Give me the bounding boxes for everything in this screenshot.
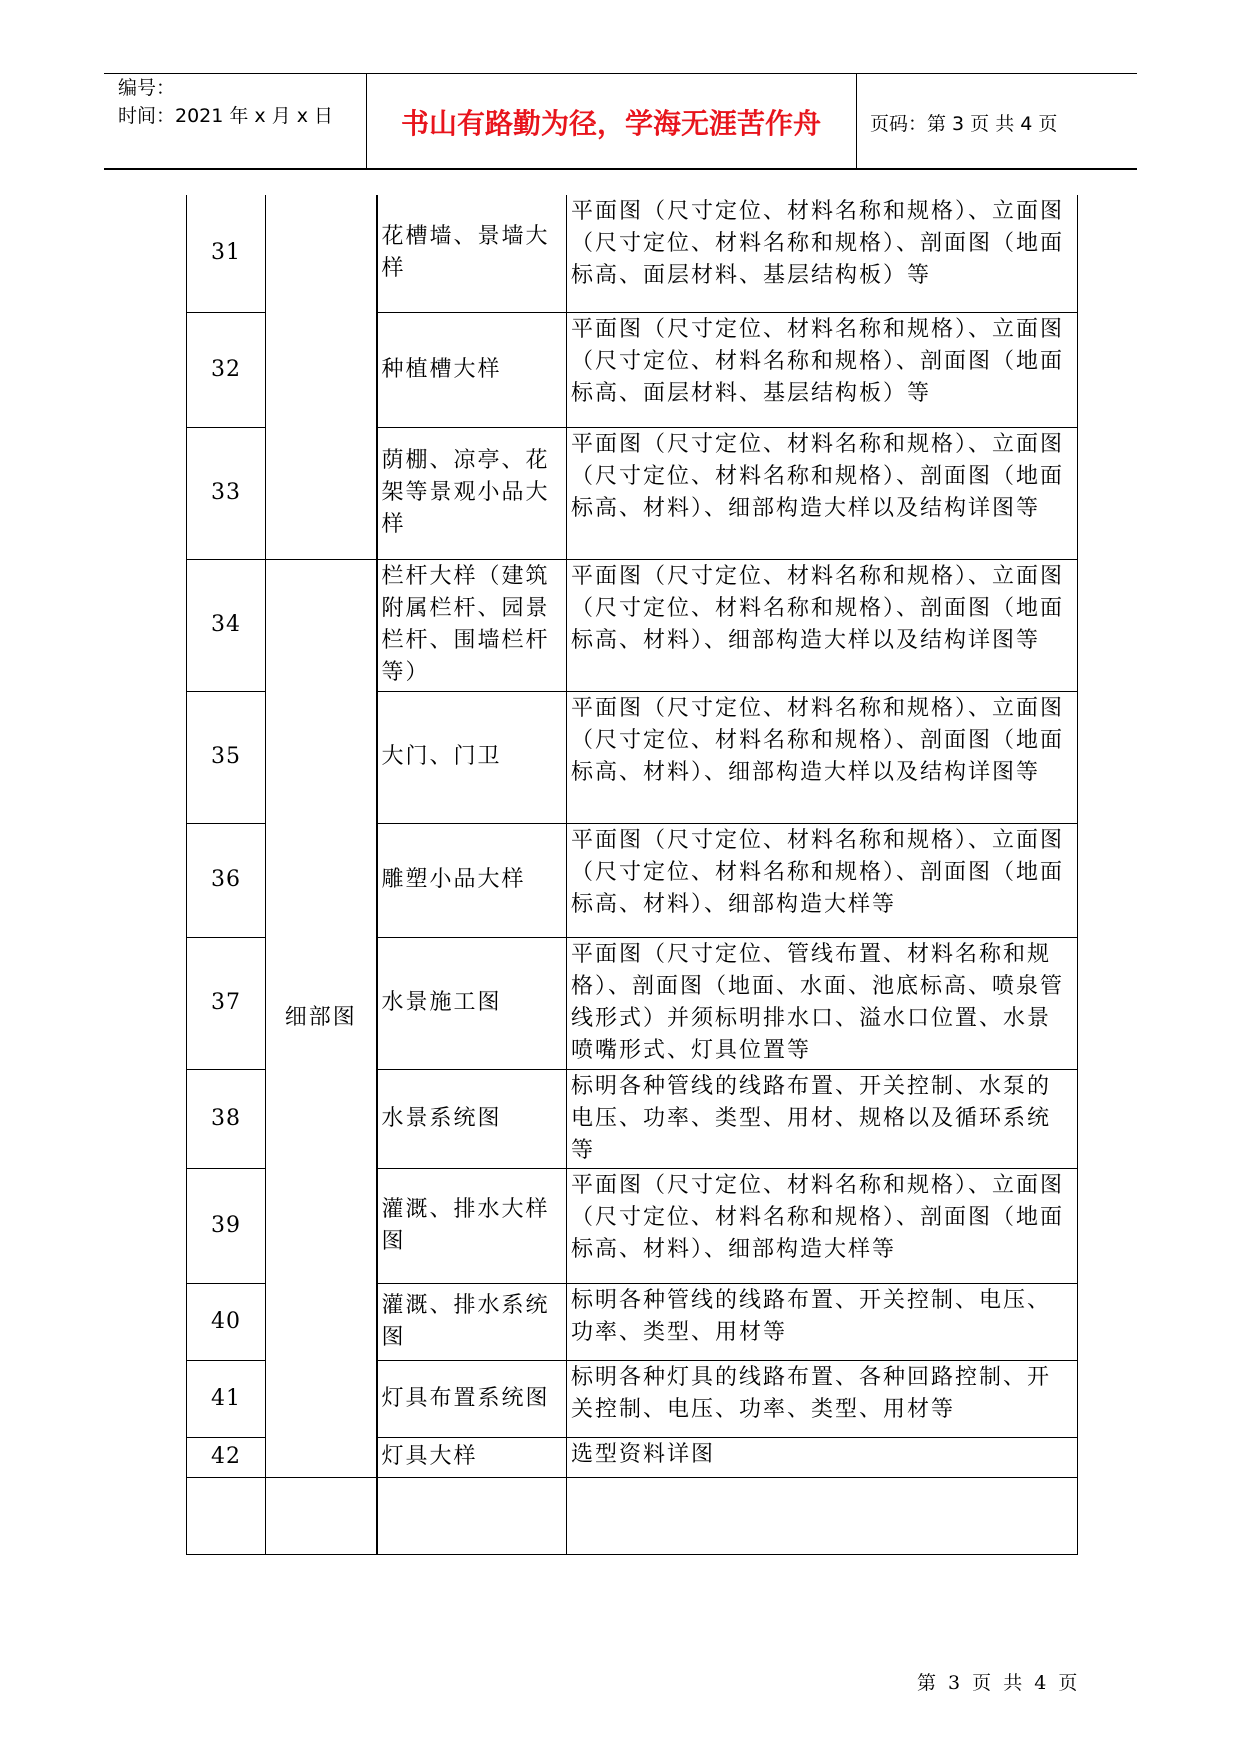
item-description: 选型资料详图 bbox=[567, 1437, 1078, 1477]
header-motto: 书山有路勤为径，学海无涯苦作舟 bbox=[400, 107, 821, 140]
item-name: 水景系统图 bbox=[377, 1069, 567, 1168]
item-description: 平面图（尺寸定位、材料名称和规格）、立面图（尺寸定位、材料名称和规格）、剖面图（地面标高、材料）、细部构造大样以及结构详图等 bbox=[567, 427, 1078, 559]
item-description: 标明各种灯具的线路布置、各种回路控制、开关控制、电压、功率、类型、用材等 bbox=[567, 1360, 1078, 1437]
header-meta bbox=[118, 74, 378, 130]
row-number: 34 bbox=[187, 559, 266, 691]
empty-cell bbox=[377, 1477, 567, 1554]
item-description: 平面图（尺寸定位、管线布置、材料名称和规格）、剖面图（地面、水面、池底标高、喷泉管线形式）并须标明排水口、溢水口位置、水景喷嘴形式、灯具位置等 bbox=[567, 937, 1078, 1069]
empty-cell bbox=[187, 1477, 266, 1554]
row-number: 38 bbox=[187, 1069, 266, 1168]
item-name: 水景施工图 bbox=[377, 937, 567, 1069]
empty-cell bbox=[567, 1477, 1078, 1554]
category-cell: 细部图 bbox=[266, 559, 377, 1477]
item-name: 花槽墙、景墙大样 bbox=[377, 195, 567, 312]
item-name: 栏杆大样（建筑附属栏杆、园景栏杆、围墙栏杆等） bbox=[377, 559, 567, 691]
table-row bbox=[187, 559, 1078, 691]
item-name: 雕塑小品大样 bbox=[377, 823, 567, 937]
item-description: 平面图（尺寸定位、材料名称和规格）、立面图（尺寸定位、材料名称和规格）、剖面图（地面标高、材料）、细部构造大样以及结构详图等 bbox=[567, 691, 1078, 823]
table-row-empty bbox=[187, 1477, 1078, 1554]
item-name: 灌溉、排水大样图 bbox=[377, 1168, 567, 1283]
header-page-label: 页码：第 3 页 共 4 页 bbox=[870, 112, 1058, 135]
item-name: 种植槽大样 bbox=[377, 312, 567, 427]
row-number: 37 bbox=[187, 937, 266, 1069]
empty-cell bbox=[266, 1477, 377, 1554]
row-number: 35 bbox=[187, 691, 266, 823]
drawing-list-table bbox=[186, 195, 1078, 1555]
item-name: 灯具大样 bbox=[377, 1437, 567, 1477]
item-name: 灯具布置系统图 bbox=[377, 1360, 567, 1437]
item-description: 标明各种管线的线路布置、开关控制、水泵的电压、功率、类型、用材、规格以及循环系统等 bbox=[567, 1069, 1078, 1168]
item-description: 平面图（尺寸定位、材料名称和规格）、立面图（尺寸定位、材料名称和规格）、剖面图（地面标高、材料）、细部构造大样等 bbox=[567, 823, 1078, 937]
page-footer: 第 3 页 共 4 页 bbox=[917, 1672, 1081, 1694]
category-cell-empty bbox=[266, 195, 377, 559]
row-number: 42 bbox=[187, 1437, 266, 1477]
item-name: 大门、门卫 bbox=[377, 691, 567, 823]
row-number: 31 bbox=[187, 195, 266, 312]
item-name: 荫棚、凉亭、花架等景观小品大样 bbox=[377, 427, 567, 559]
item-description: 平面图（尺寸定位、材料名称和规格）、立面图（尺寸定位、材料名称和规格）、剖面图（地面标高、材料）、细部构造大样以及结构详图等 bbox=[567, 559, 1078, 691]
item-description: 平面图（尺寸定位、材料名称和规格）、立面图（尺寸定位、材料名称和规格）、剖面图（地面标高、面层材料、基层结构板）等 bbox=[567, 195, 1078, 312]
row-number: 32 bbox=[187, 312, 266, 427]
item-description: 平面图（尺寸定位、材料名称和规格）、立面图（尺寸定位、材料名称和规格）、剖面图（地面标高、面层材料、基层结构板）等 bbox=[567, 312, 1078, 427]
row-number: 40 bbox=[187, 1283, 266, 1360]
item-description: 标明各种管线的线路布置、开关控制、电压、功率、类型、用材等 bbox=[567, 1283, 1078, 1360]
header-bottom-rule bbox=[104, 168, 1137, 170]
time-label: 时间：2021 年 x 月 x 日 bbox=[118, 105, 334, 127]
row-number: 41 bbox=[187, 1360, 266, 1437]
serial-label: 编号： bbox=[118, 77, 176, 99]
row-number: 39 bbox=[187, 1168, 266, 1283]
page-header bbox=[104, 74, 1137, 170]
row-number: 36 bbox=[187, 823, 266, 937]
item-description: 平面图（尺寸定位、材料名称和规格）、立面图（尺寸定位、材料名称和规格）、剖面图（地面标高、材料）、细部构造大样等 bbox=[567, 1168, 1078, 1283]
header-divider bbox=[856, 74, 857, 170]
item-name: 灌溉、排水系统图 bbox=[377, 1283, 567, 1360]
table-row bbox=[187, 195, 1078, 312]
row-number: 33 bbox=[187, 427, 266, 559]
